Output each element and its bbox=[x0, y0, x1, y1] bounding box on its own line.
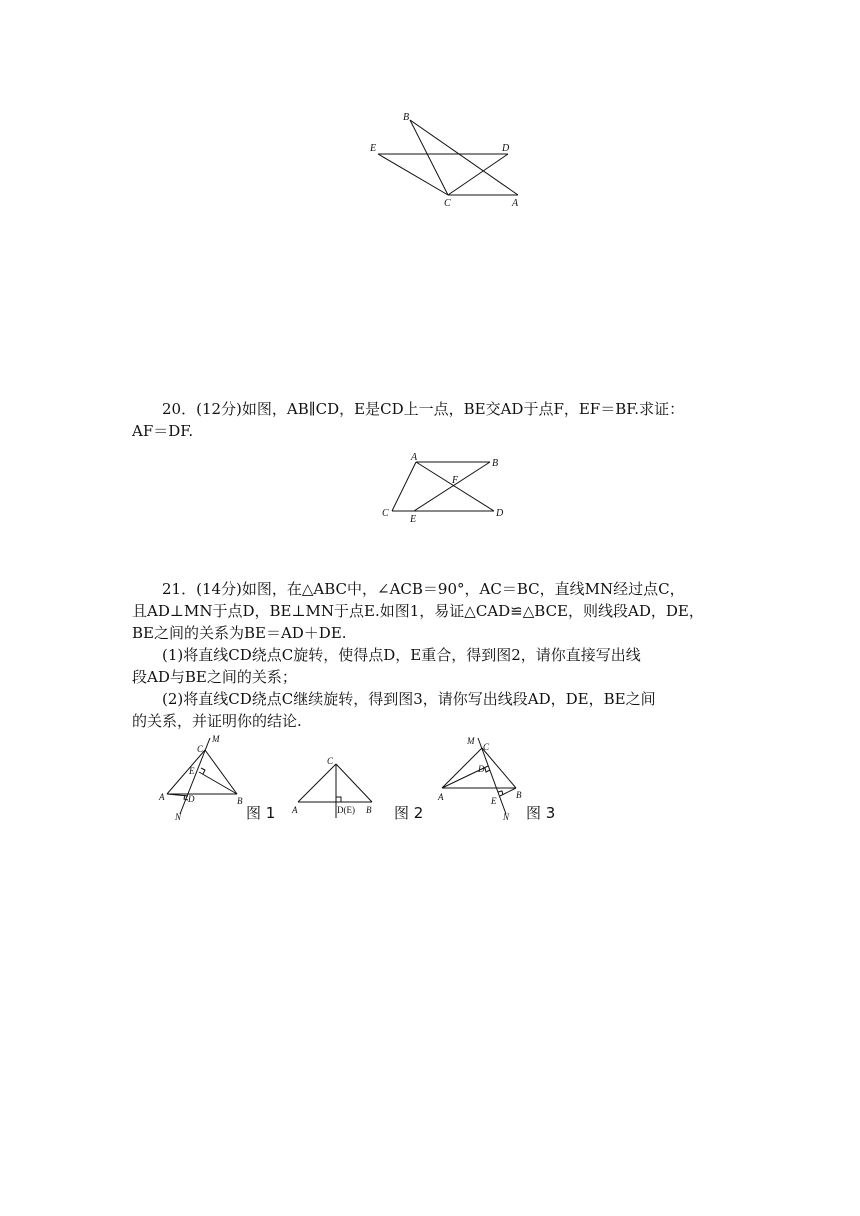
label-a: A bbox=[159, 792, 165, 802]
label-n: N bbox=[175, 812, 182, 822]
label-b: B bbox=[403, 112, 410, 123]
segment-be bbox=[199, 772, 237, 794]
label-e: E bbox=[189, 766, 195, 776]
label-b: B bbox=[492, 458, 499, 469]
segment-be bbox=[414, 462, 490, 511]
question-21-text bbox=[132, 578, 732, 732]
q21-part2-line-2: 的关系，并证明你的结论. bbox=[132, 712, 302, 730]
label-c: C bbox=[444, 198, 451, 209]
segment-cd bbox=[448, 154, 508, 195]
label-d: D bbox=[478, 764, 485, 774]
q21-part1-line-2: 段AD与BE之间的关系； bbox=[132, 668, 297, 686]
q21-figure-1-svg bbox=[155, 734, 245, 824]
q21-part1-line-1: (1)将直线CD绕点C旋转，使得点D，E重合，得到图2，请你直接写出线 bbox=[162, 646, 641, 664]
q21-figure-3 bbox=[432, 734, 527, 824]
label-c: C bbox=[382, 508, 389, 519]
q20-line-1: 20．(12分)如图，AB∥CD，E是CD上一点，BE交AD于点F，EF＝BF.求证： bbox=[162, 400, 685, 418]
segment-cb bbox=[205, 750, 237, 794]
q21-figure-3-svg bbox=[432, 734, 527, 824]
q20-figure-svg bbox=[378, 450, 518, 530]
label-d-e: D(E) bbox=[337, 805, 355, 815]
label-c: C bbox=[327, 756, 334, 766]
q21-figure-1-caption: 图 1 bbox=[246, 804, 276, 822]
question-20-text bbox=[132, 398, 732, 442]
label-e: E bbox=[491, 796, 497, 806]
q21-figure-2 bbox=[288, 752, 383, 822]
label-b: B bbox=[516, 790, 522, 800]
q21-figure-2-svg bbox=[288, 752, 383, 822]
q21-figure-3-caption: 图 3 bbox=[526, 804, 556, 822]
q21-line-3: BE之间的关系为BE＝AD＋DE. bbox=[132, 624, 347, 642]
top-figure bbox=[360, 108, 540, 213]
label-n: N bbox=[503, 812, 510, 822]
q21-part2-line-1: (2)将直线CD绕点C继续旋转，得到图3，请你写出线段AD，DE，BE之间 bbox=[162, 690, 656, 708]
label-e: E bbox=[370, 143, 377, 154]
segment-cb bbox=[336, 764, 372, 802]
label-f: F bbox=[452, 475, 459, 486]
label-d: D bbox=[188, 794, 195, 804]
q20-line-2: AF＝DF. bbox=[132, 422, 194, 440]
q21-figure-2-caption: 图 2 bbox=[394, 804, 424, 822]
label-c: C bbox=[483, 742, 490, 752]
segment-ad bbox=[416, 462, 494, 511]
label-c: C bbox=[197, 744, 204, 754]
segment-ac bbox=[298, 764, 336, 802]
q20-figure bbox=[378, 450, 518, 530]
label-b: B bbox=[366, 805, 372, 815]
segment-ac bbox=[392, 462, 416, 511]
segment-ac bbox=[442, 748, 482, 788]
label-a: A bbox=[292, 805, 298, 815]
top-figure-svg bbox=[360, 108, 540, 213]
label-d: D bbox=[502, 143, 510, 154]
label-d: D bbox=[496, 508, 504, 519]
label-m: M bbox=[212, 734, 220, 744]
label-m: M bbox=[467, 736, 475, 746]
label-b: B bbox=[237, 796, 243, 806]
q21-figure-1 bbox=[155, 734, 245, 824]
label-a: A bbox=[438, 792, 444, 802]
label-e: E bbox=[410, 514, 417, 525]
right-angle-d bbox=[336, 797, 341, 802]
q21-line-1: 21．(14分)如图，在△ABC中，∠ACB＝90°，AC＝BC，直线MN经过点C， bbox=[162, 580, 685, 598]
label-a: A bbox=[411, 452, 418, 463]
q21-line-2: 且AD⊥MN于点D，BE⊥MN于点E.如图1，易证△CAD≌△BCE，则线段AD，DE， bbox=[132, 602, 704, 620]
segment-cb bbox=[482, 748, 516, 788]
label-a: A bbox=[512, 198, 519, 209]
